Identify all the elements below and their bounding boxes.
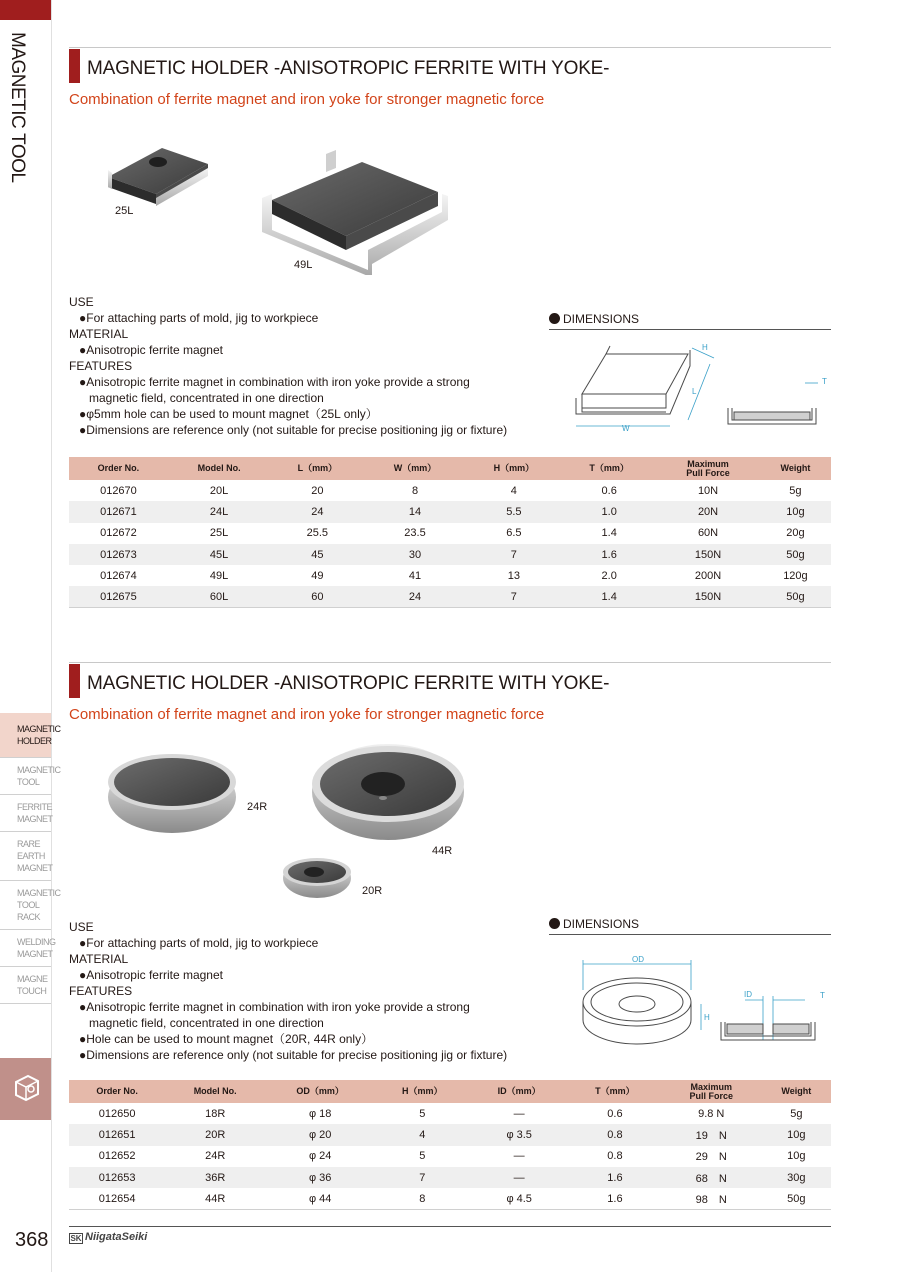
table-cell: 25.5 (306, 527, 329, 540)
photo-label-44r: 44R (432, 845, 453, 857)
table-cell: 19 N (661, 1124, 762, 1145)
features-heading: FEATURES (69, 984, 133, 998)
nav-item-rare-earth-magnet[interactable]: RARE EARTH MAGNET (0, 832, 51, 881)
table-cell: 20N (656, 501, 760, 522)
column-header: H（mm） (466, 457, 563, 480)
use-heading: USE (69, 920, 94, 934)
column-header: Weight (760, 457, 831, 480)
table-cell: 7 (466, 586, 563, 607)
dim-label-l: L (692, 387, 697, 396)
table-cell: 012672 (100, 527, 137, 540)
nav-item-welding-magnet[interactable]: WELDING MAGNET (0, 930, 51, 967)
table-cell: 45 (270, 544, 364, 565)
table-cell: φ 24 (308, 1150, 332, 1163)
table-cell: 012673 (69, 544, 168, 565)
section2-dimension-drawing (575, 950, 835, 1050)
table-cell: 012670 (100, 484, 137, 497)
table-cell: 9.8 N (698, 1107, 725, 1120)
features-heading: FEATURES (69, 359, 133, 373)
table-cell: 0.8 (569, 1124, 661, 1145)
table-cell: 2.0 (601, 569, 617, 582)
nav-item-magnetic-tool[interactable]: MAGNETIC TOOL (0, 758, 51, 795)
table-cell: 24 (364, 586, 465, 607)
section2-description (69, 919, 507, 1063)
table-cell: 30g (762, 1167, 831, 1188)
column-header: H（mm） (375, 1080, 469, 1103)
feature-item: ●Dimensions are reference only (not suitable for precise positioning jig or fixture) (79, 1048, 508, 1062)
table-row (69, 1124, 831, 1145)
table-cell: 10g (787, 1150, 806, 1163)
footer-rule (69, 1226, 831, 1227)
table-row (69, 544, 831, 565)
table-cell: 150N (656, 544, 760, 565)
feature-item: ●φ5mm hole can be used to mount magnet（25L only） (79, 407, 378, 421)
column-header: Maximum Pull Force (661, 1080, 762, 1103)
category-tab-marker (0, 0, 51, 20)
table-cell: 5.5 (466, 501, 563, 522)
section2-product-photo (100, 742, 480, 902)
bullet-dot-icon (549, 918, 560, 929)
dim-label-h: H (704, 1013, 710, 1022)
table-row (69, 1188, 831, 1209)
feature-item: ●Hole can be used to mount magnet（20R, 44R only） (79, 1032, 374, 1046)
table-cell: φ 36 (265, 1167, 375, 1188)
section1-description (69, 294, 507, 438)
section1-spec-table (69, 457, 831, 608)
table-cell: 1.6 (569, 1167, 661, 1188)
table-cell: 44R (165, 1188, 265, 1209)
table-cell: 60L (168, 586, 270, 607)
table-row (69, 523, 831, 544)
sidebar-divider (51, 0, 52, 1272)
table-cell: 012674 (100, 569, 137, 582)
photo-label-24r: 24R (247, 801, 268, 813)
table-row (69, 501, 831, 522)
table-row (69, 1146, 831, 1167)
use-item: ●For attaching parts of mold, jig to workpiece (79, 311, 319, 325)
feature-item: ●Anisotropic ferrite magnet in combination with iron yoke provide a strong (79, 375, 470, 389)
table-cell: 20L (209, 484, 229, 497)
material-heading: MATERIAL (69, 327, 129, 341)
table-cell: 1.6 (562, 544, 656, 565)
table-cell: 24R (205, 1150, 226, 1163)
table-cell: 150N (656, 586, 760, 607)
material-item: ●Anisotropic ferrite magnet (79, 968, 223, 982)
table-cell: 6.5 (506, 527, 522, 540)
column-header: T（mm） (569, 1080, 661, 1103)
table-cell: 5g (789, 484, 802, 497)
table-cell: 012671 (69, 501, 168, 522)
table-row (69, 480, 831, 501)
column-header: L（mm） (270, 457, 364, 480)
table-cell: 45L (168, 544, 270, 565)
table-cell: 68 N (661, 1167, 762, 1188)
section1-title-marker (69, 49, 80, 83)
section1-title: MAGNETIC HOLDER -ANISOTROPIC FERRITE WITH YOKE- (87, 58, 610, 79)
column-header: OD（mm） (265, 1080, 375, 1103)
section1-top-rule (69, 47, 831, 48)
table-cell: 24L (168, 501, 270, 522)
table-cell: 8 (411, 484, 419, 497)
table-row (69, 1167, 831, 1188)
column-header: T（mm） (562, 457, 656, 480)
table-cell: 41 (408, 569, 422, 582)
photo-label-49l: 49L (294, 259, 313, 271)
category-title: MAGNETIC TOOL (7, 32, 28, 183)
table-cell: 10g (760, 501, 831, 522)
table-cell: 012651 (69, 1124, 165, 1145)
company-logo: SK NiigataSeiki (70, 1231, 148, 1243)
table-cell: — (513, 1150, 525, 1163)
table-cell: 1.4 (562, 586, 656, 607)
photo-label-20r: 20R (362, 885, 383, 897)
feature-item-continued: magnetic field, concentrated in one direction (89, 1016, 324, 1030)
table-cell: 49L (209, 569, 229, 582)
table-cell: 012652 (98, 1150, 136, 1163)
table-cell: 50g (760, 586, 831, 607)
table-cell: 0.6 (607, 1107, 623, 1120)
nav-item-magne-touch[interactable]: MAGNE TOUCH (0, 967, 51, 1004)
column-header: W（mm） (364, 457, 465, 480)
table-cell: 5g (790, 1107, 803, 1120)
section2-subtitle: Combination of ferrite magnet and iron yoke for stronger magnetic force (69, 706, 545, 723)
column-header: Weight (762, 1080, 831, 1103)
bullet-dot-icon (549, 313, 560, 324)
table-cell: 120g (783, 569, 808, 582)
section1-product-photo (100, 140, 460, 275)
material-item: ●Anisotropic ferrite magnet (79, 343, 223, 357)
table-cell: 18R (205, 1107, 226, 1120)
table-cell: 13 (507, 569, 520, 582)
table-cell: 50g (762, 1188, 831, 1209)
section2-top-rule (69, 662, 831, 663)
column-header: Model No. (168, 457, 270, 480)
page-number: 368 (15, 1229, 49, 1251)
section2-spec-table (69, 1080, 831, 1210)
nav-item-magnetic-holder[interactable]: MAGNETIC HOLDER (0, 713, 51, 758)
section1-dimensions-heading: DIMENSIONS (549, 312, 831, 330)
table-cell: 200N (694, 569, 722, 582)
table-cell: φ 44 (265, 1188, 375, 1209)
table-cell: 5 (419, 1107, 426, 1120)
table-row (69, 586, 831, 607)
table-cell: φ 3.5 (469, 1124, 569, 1145)
column-header: Maximum Pull Force (656, 457, 760, 480)
table-cell: φ 18 (308, 1107, 332, 1120)
nav-item-magnetic-tool-rack[interactable]: MAGNETIC TOOL RACK (0, 881, 51, 930)
table-cell: 24 (270, 501, 364, 522)
column-header: ID（mm） (469, 1080, 569, 1103)
table-cell: 60N (697, 527, 719, 540)
table-cell: 10g (762, 1124, 831, 1145)
dim-label-t: T (820, 991, 825, 1000)
table-cell: 1.4 (601, 527, 617, 540)
use-heading: USE (69, 295, 94, 309)
feature-item-continued: magnetic field, concentrated in one direction (89, 391, 324, 405)
table-row (69, 1103, 831, 1124)
table-cell: 29 N (695, 1151, 727, 1164)
table-cell: φ 4.5 (469, 1188, 569, 1209)
feature-item: ●Anisotropic ferrite magnet in combination with iron yoke provide a strong (79, 1000, 470, 1014)
table-cell: 8 (375, 1188, 469, 1209)
dim-label-od: OD (632, 955, 644, 964)
table-cell: 98 N (661, 1188, 762, 1209)
column-header: Model No. (165, 1080, 265, 1103)
table-cell: 5 (419, 1150, 426, 1163)
table-cell: 14 (364, 501, 465, 522)
dim-label-h: H (702, 343, 708, 352)
table-cell: 012653 (69, 1167, 165, 1188)
section1-dimension-drawing (570, 336, 835, 436)
section2-title-marker (69, 664, 80, 698)
table-cell: 49 (311, 569, 324, 582)
table-cell: 60 (270, 586, 364, 607)
table-cell: 20g (786, 527, 805, 540)
table-cell: 4 (510, 484, 517, 497)
table-cell: — (469, 1167, 569, 1188)
table-cell: 0.8 (607, 1150, 623, 1163)
feature-item: ●Dimensions are reference only (not suitable for precise positioning jig or fixture) (79, 423, 508, 437)
table-cell: — (513, 1107, 525, 1120)
nav-item-ferrite-magnet[interactable]: FERRITE MAGNET (0, 795, 51, 832)
dim-label-t: T (822, 377, 827, 386)
column-header: Order No. (69, 1080, 165, 1103)
table-cell: 20R (165, 1124, 265, 1145)
photo-label-25l: 25L (115, 205, 134, 217)
table-row (69, 565, 831, 586)
table-cell: 30 (364, 544, 465, 565)
table-cell: 1.0 (562, 501, 656, 522)
table-cell: 36R (165, 1167, 265, 1188)
material-heading: MATERIAL (69, 952, 129, 966)
table-cell: 10N (697, 484, 719, 497)
category-nav (0, 713, 61, 1004)
use-item: ●For attaching parts of mold, jig to workpiece (79, 936, 319, 950)
magnet-tool-icon (0, 1058, 51, 1120)
table-cell: 20 (311, 484, 324, 497)
section1-subtitle: Combination of ferrite magnet and iron yoke for stronger magnetic force (69, 91, 545, 108)
table-cell: 0.6 (601, 484, 617, 497)
dim-label-id: ID (744, 990, 752, 999)
table-cell: 012675 (69, 586, 168, 607)
table-cell: 50g (760, 544, 831, 565)
table-cell: 012654 (69, 1188, 165, 1209)
table-cell: 23.5 (404, 527, 426, 540)
dim-label-w: W (622, 424, 630, 433)
table-cell: 25L (209, 527, 229, 540)
table-cell: 1.6 (569, 1188, 661, 1209)
table-cell: 7 (375, 1167, 469, 1188)
section2-dimensions-heading: DIMENSIONS (549, 917, 831, 935)
section2-title: MAGNETIC HOLDER -ANISOTROPIC FERRITE WITH YOKE- (87, 673, 610, 694)
column-header: Order No. (69, 457, 168, 480)
table-cell: φ 20 (265, 1124, 375, 1145)
table-cell: 012650 (98, 1107, 136, 1120)
table-cell: 7 (466, 544, 563, 565)
table-cell: 4 (375, 1124, 469, 1145)
